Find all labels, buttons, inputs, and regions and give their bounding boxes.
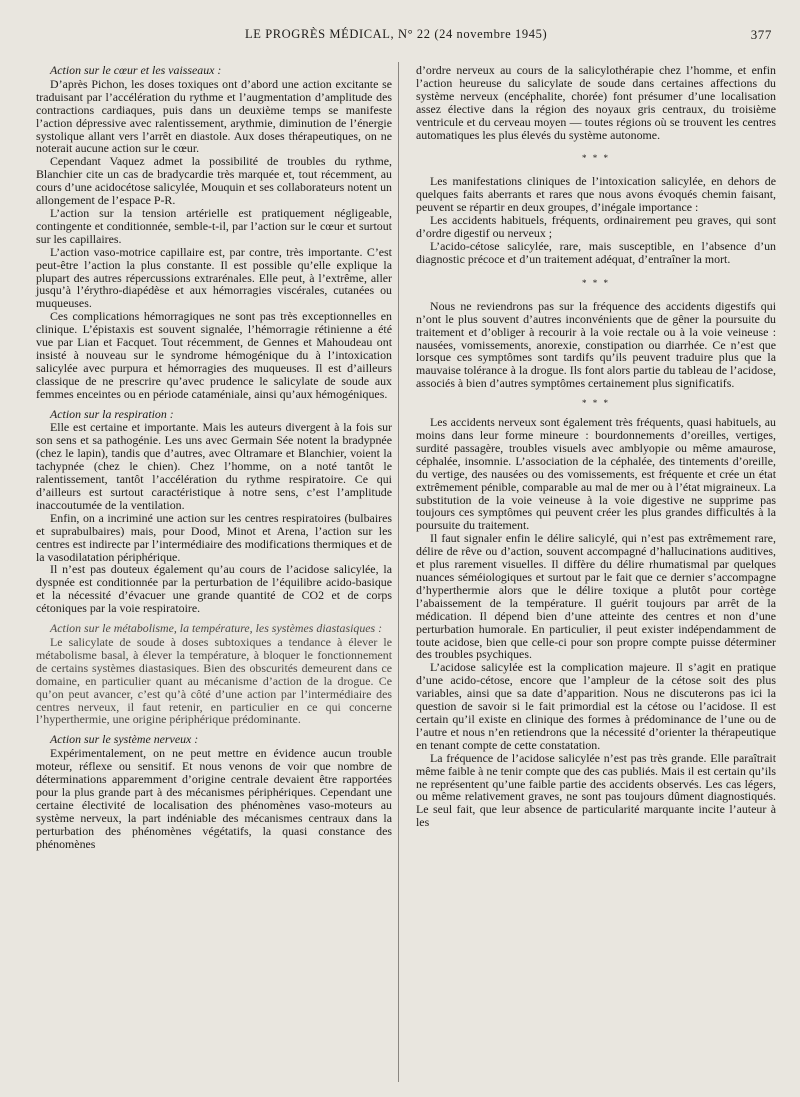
journal-title: LE PROGRÈS MÉDICAL, N° 22 (24 novembre 1945) <box>245 27 548 41</box>
column-divider <box>398 62 399 1082</box>
section-separator-stars: * * * <box>582 277 610 288</box>
paragraph: L’action sur la tension artérielle est pratiquement négligeable, contingente et conditionnée, semble-t-il, par l’action sur le cœur et surtout sur les capillaires. <box>36 205 392 246</box>
paragraph: Ces complications hémorragiques ne sont pas très exceptionnelles en clinique. L’épistaxis est souvent signalée, l’hémorragie rétinienne a été vue par Lian et Facquet. Tout récemment, de Gennes et Mahoudeau ont insisté à nouveau sur le syndrome hémogénique du à l’intoxication salicylée avec purpura et hémorragies des muqueuses. Il est d’ailleurs classique de ne prescrire qu’avec prudence le salicylate de soude aux femmes enceintes ou en période cataméniale, ainsi qu’aux hémogéniques. <box>36 309 392 401</box>
paragraph: Les manifestations cliniques de l’intoxication salicylée, en dehors de quelques faits aberrants et rares que nous avons évoqués chemin faisant, peuvent se répartir en deux groupes, d’inégale importance : <box>416 174 776 215</box>
page-number: 377 <box>750 27 772 42</box>
paragraph: D’après Pichon, les doses toxiques ont d’abord une action excitante se traduisant par l’accélération du rythme et l’augmentation d’amplitude des contractions cardiaques, puis dans un deuxième temps se manifeste l’action dépressive avec ralentissement, arythmie, diminution de l’énergie systolique allant vers l’arrêt en diastole. Aux doses thérapeutiques, on ne noterait aucune action sur le cœur. <box>36 76 392 156</box>
running-header <box>40 20 776 42</box>
section-heading-metabolism: Action sur le métabolisme, la température, les systèmes diastasiques : <box>50 621 383 636</box>
section-heading-nervous-system: Action sur le système nerveux : <box>50 732 199 747</box>
paragraph: Expérimentalement, on ne peut mettre en évidence aucun trouble moteur, réflexe ou sensitif. Et nous venons de voir que nombre de déterminations apparemment d’origine centrale devaient être rapportées pour la plus grande part à des mécanismes périphériques. Cependant une certaine électivité de localisation des phénomènes vaso-moteurs au système nerveux, la part indéniable des mécanismes centraux dans la perturbation des phénomènes végétatifs, la quasi constance des phénomènes <box>36 746 392 851</box>
right-column <box>416 64 776 829</box>
paragraph: Le salicylate de soude à doses subtoxiques a tendance à élever le métabolisme basal, à élever la température, à bloquer le fonctionnement de certains systèmes diastasiques. Bien des obscurités demeurent dans ce domaine, en particulier quant au mécanisme d’action de la drogue. Ce qu’on peut avancer, c’est qu’à côté d’une action par l’intermédiaire des centres nerveux, il faut retenir, en particulier en ce qui concerne l’hyperthermie, une origine périphérique prédominante. <box>36 634 392 727</box>
paragraph: Les accidents nerveux sont également très fréquents, quasi habituels, au moins dans leur forme mineure : bourdonnements d’oreilles, vertiges, surdité passagère, troubles visuels avec amblyopie ou même amaurose, céphalée, insomnie. L’association de la céphalée, des tintements d’oreille, du vertige, des nausées ou des vomissements, est fréquente et crée un état extrêmement pénible, comparable au mal de mer ou à l’état migraineux. La substitution de la voie veineuse à la voie digestive ne supprime pas toujours ces symptômes qui peuvent créer les plus grandes difficultés à la poursuite du traitement. <box>416 415 776 533</box>
paragraph: Les accidents habituels, fréquents, ordinairement peu graves, qui sont d’ordre digestif ou nerveux ; <box>416 213 776 241</box>
paragraph: Cependant Vaquez admet la possibilité de troubles du rythme, Blanchier cite un cas de bradycardie très marquée et, tout récemment, au cours d’une acidocétose salicylée, Mouquin et ses collaborateurs notent un allongement de l’espace P-R. <box>36 154 392 208</box>
paragraph: La fréquence de l’acidose salicylée n’est pas très grande. Elle paraîtrait même faible à ne tenir compte que des cas publiés. Mais il est certain qu’ils ne représentent qu’une faible partie des accidents observés. Les cas légers, ou même relativement graves, ne sont pas toujours dûment diagnostiqués. Le seul fait, que leur absence de particularité marquante incite l’auteur à les <box>416 750 776 830</box>
paragraph: L’acidose salicylée est la complication majeure. Il s’agit en pratique d’une acido-cétose, encore que l’ampleur de la cétose soit des plus variables, ainsi que sa date d’apparition. Nous ne discuterons pas ici la question de savoir si le fait primordial est la cétose ou l’acidose. Il est certain qu’il existe en clinique des formes à prédominance de l’une ou de l’autre et nous n’en retiendrons que la nécessité d’orienter la thérapeutique en tenant compte de cette constatation. <box>416 660 776 752</box>
left-column <box>36 64 392 850</box>
paragraph: Il faut signaler enfin le délire salicylé, qui n’est pas extrêmement rare, délire de rêve ou d’action, souvent accompagné d’hallucinations auditives, et plus rarement visuelles. Il diffère du délire rhumatismal par quelques nuances séméiologiques et surtout par le fait que ce dernier s’accompagne d’hyperthermie alors que le délire toxique a plutôt pour cortège l’abaissement de la température. Il guérit toujours par arrêt de la médication. Il dépend bien d’une atteinte des centres et non d’une perturbation humorale. En particulier, il peut exister indépendamment de toute acidose, bien que celle-ci pour son propre compte puisse déterminer des troubles psychiques. <box>416 531 776 662</box>
paragraph: Enfin, on a incriminé une action sur les centres respiratoires (bulbaires et suprabulbaires) mais, pour Dood, Minot et Arena, l’action sur les centres est indirecte par l’intermédiaire des modifications thermiques et de la vasodilatation périphérique. <box>36 510 392 564</box>
paragraph: Elle est certaine et importante. Mais les auteurs divergent à la fois sur son sens et sa pathogénie. Les uns avec Germain Sée notent la bradypnée (chez le lapin), tandis que d’autres, avec Oltramare et Blanchier, voient la tachypnée (chez le chien). Chez l’homme, on a noté tantôt le ralentissement, tantôt l’accélération du rythme respiratoire. Ce qui d’ailleurs est surtout caractéristique à notre sens, c’est l’amplitude inaccoutumée de la ventilation. <box>36 420 392 512</box>
section-heading-respiration: Action sur la respiration : <box>50 406 174 421</box>
paragraph: Nous ne reviendrons pas sur la fréquence des accidents digestifs qui n’ont le plus souvent d’autres inconvénients que de gêner la poursuite du traitement et d’obliger à recourir à la voie rectale ou à la voie veineuse : nausées, vomissements, anorexie, constipation ou diarrhée. Ce n’est que lorsque ces symptômes sont tardifs qu’ils peuvent traduire plus que la mauvaise tolérance à la drogue. Ils font alors partie du tableau de l’acidose, associés à bien d’autres symptômes certainement plus significatifs. <box>416 298 776 391</box>
section-separator-stars: * * * <box>582 153 610 164</box>
paragraph: Il n’est pas douteux également qu’au cours de l’acidose salicylée, la dyspnée est conditionnée par la perturbation de l’équilibre acido-basique et la nécessité d’évacuer une grande quantité de CO2 et de corps cétoniques par la voie respiratoire. <box>36 562 392 616</box>
paragraph: d’ordre nerveux au cours de la salicylothérapie chez l’homme, et enfin l’action heureuse du salicylate de soude dans certaines affections du système nerveux (encéphalite, chorée) font présumer d’une localisation assez élective dans la région des noyaux gris centraux, du troisième ventricule et du cerveau moyen — toutes régions où se trouvent les centres automatiques les plus élevés du système autonome. <box>416 63 776 142</box>
paragraph: L’acido-cétose salicylée, rare, mais susceptible, en l’absence d’un diagnostic précoce et d’un traitement adéquat, d’entraîner la mort. <box>416 238 776 266</box>
section-heading-heart: Action sur le cœur et les vaisseaux : <box>50 63 222 77</box>
section-separator-stars: * * * <box>582 398 610 409</box>
paragraph: L’action vaso-motrice capillaire est, par contre, très importante. C’est peut-être l’action la plus constante. Il est possible qu’elle explique la plupart des autres répercussions extrarénales. Elle peut, à l’extrême, aller jusqu’à l’érythro-diapédèse et aux hémorragies viscérales, cutanées ou muqueuses. <box>36 244 392 311</box>
